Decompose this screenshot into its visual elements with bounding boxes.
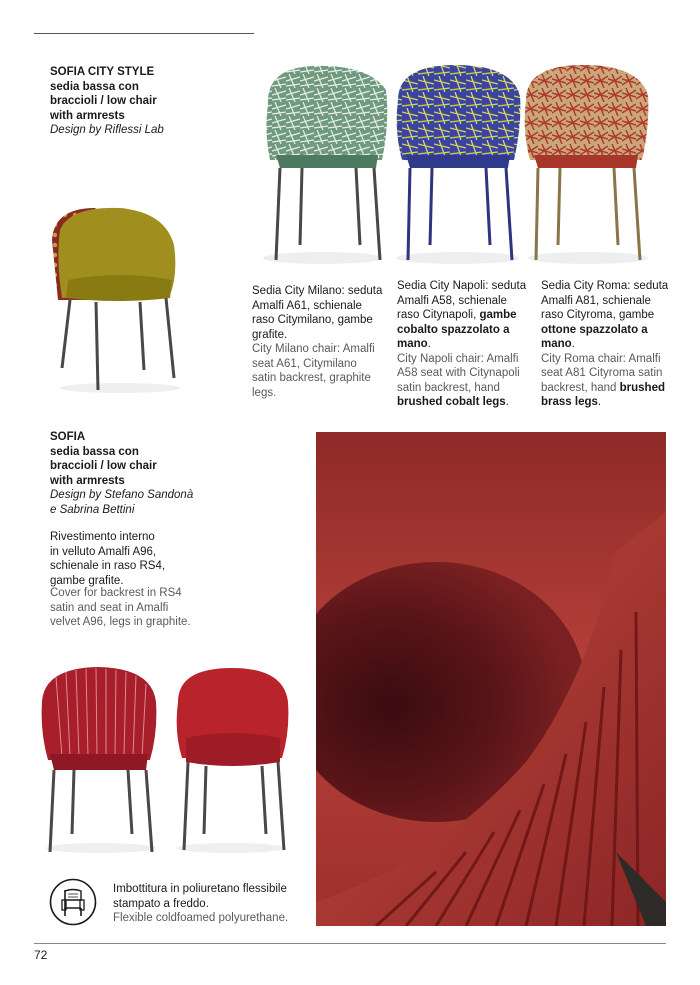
sofia-designer-2: e Sabrina Bettini [50,503,135,516]
page-number: 72 [34,948,48,962]
variant-roma-caption: Sedia City Roma: seduta Amalfi A81, schienale raso Cityroma, gambe ottone spazzolato a mano. City Roma chair: Amalfi seat A81 Cityroma satin backrest, hand brushed brass legs. [541,280,669,408]
city-style-designer: Design by Riflessi Lab [50,124,164,136]
variant-milano-caption [252,284,384,400]
padding-en: Flexible coldfoamed polyurethane. [113,912,289,924]
variant-napoli-en: City Napoli chair: Amalfi A58 seat with Citynapoli satin backrest, hand [397,352,520,394]
city-style-heading [50,65,240,138]
pleated-red-chair [42,667,157,852]
variant-napoli-it: Sedia City Napoli: seduta Amalfi A58, schienale raso Citynapoli, [397,280,527,321]
city-chairs-photo [258,60,668,275]
city-style-type-2: braccioli / low chair [50,95,157,107]
padding-it: Imbottitura in poliuretano flessibile stampato a freddo. [113,883,287,910]
sofia-name: SOFIA [50,431,86,443]
foam-chair-icon [49,878,97,926]
sofia-heading [50,430,250,517]
top-rule [34,33,254,34]
variant-roma-it: Sedia City Roma: seduta Amalfi A81, schienale raso Cityroma, gambe [541,280,669,321]
bottom-rule [34,943,666,944]
variant-napoli-en-bold: brushed cobalt legs [397,396,506,408]
plain-red-chair [177,668,289,850]
sofia-type-1: sedia bassa con [50,445,139,458]
sofia-type-2: braccioli / low chair [50,460,157,472]
napoli-chair [397,65,521,260]
sofia-cover-it: Rivestimento interno in velluto Amalfi A96, schienale in raso RS4, gambe grafite. [50,531,166,587]
red-velvet-closeup-photo [316,432,666,926]
variant-milano-en: City Milano chair: Amalfi seat A61, Citymilano satin backrest, graphite legs. [252,343,375,399]
variant-roma-it-bold: ottone spazzolato a mano [541,323,648,350]
variant-roma-en-bold: brushed brass legs [541,381,666,408]
sofia-type-3: with armrests [50,474,125,487]
red-chairs-photo [36,662,298,857]
roma-chair [525,65,649,260]
olive-chair-photo [40,200,190,400]
variant-roma-en: City Roma chair: Amalfi seat A81 Cityroma satin backrest, hand [541,352,663,394]
city-style-type-1: sedia bassa con [50,80,139,93]
variant-napoli-it-bold: gambe cobalto spazzolato a mano [397,309,517,350]
city-style-name: SOFIA CITY STYLE [50,66,155,78]
city-style-type-3: with armrests [50,109,125,122]
milano-chair [266,66,387,260]
variant-napoli-caption: Sedia City Napoli: seduta Amalfi A58, schienale raso Citynapoli, gambe cobalto spazzolato a mano. City Napoli chair: Amalfi A58 seat with Citynapoli satin backrest, hand brushed cobalt legs. [397,280,527,408]
variant-milano-it: Sedia City Milano: seduta Amalfi A61, schienale raso Citymilano, gambe grafite. [252,285,383,341]
sofia-designer-1: Design by Stefano Sandonà [50,489,194,501]
sofia-cover-en: Cover for backrest in RS4 satin and seat in Amalfi velvet A96, legs in graphite. [50,587,191,628]
